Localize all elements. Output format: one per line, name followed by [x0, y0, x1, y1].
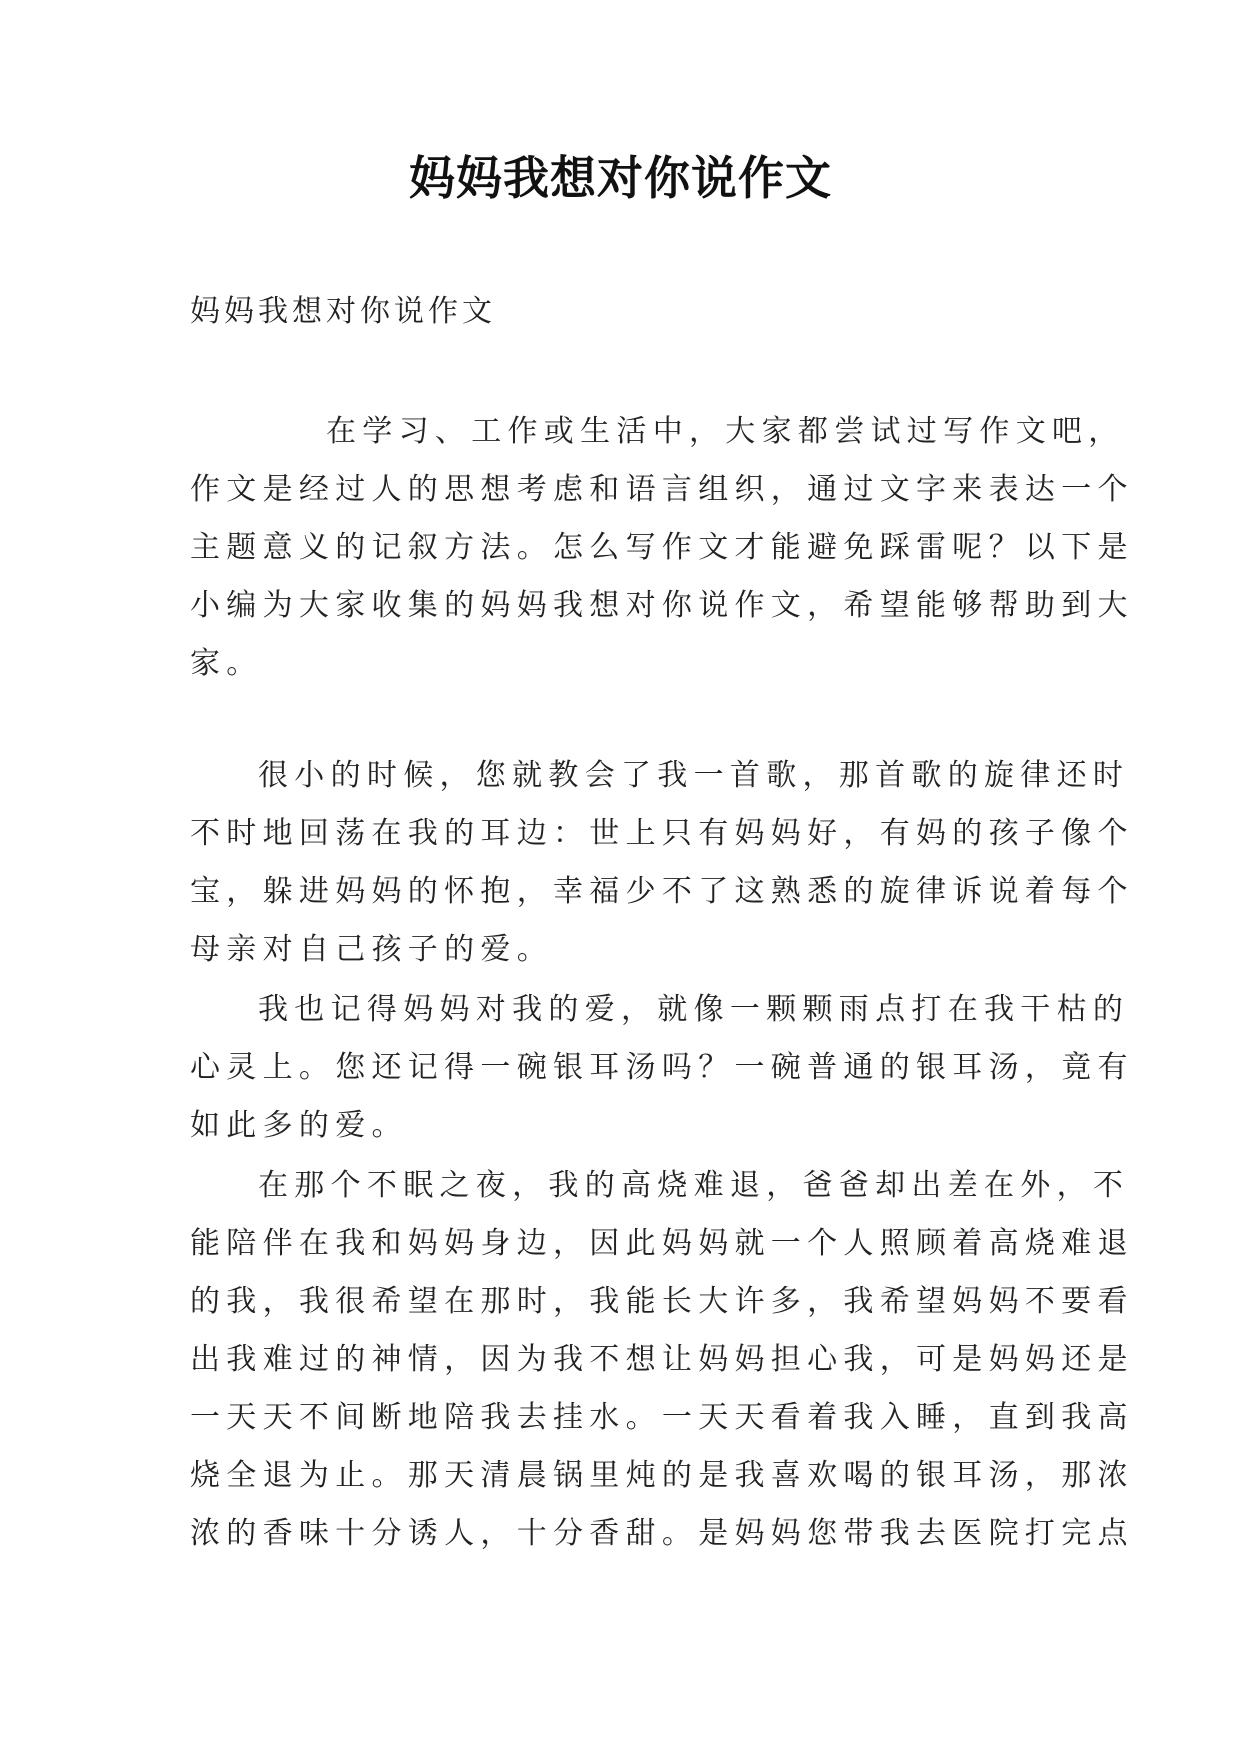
paragraph-line: 家。 [190, 646, 263, 681]
paragraph-line: 主题意义的记叙方法。怎么写作文才能避免踩雷呢？以下是 [190, 530, 1134, 565]
paragraph-line: 不时地回荡在我的耳边：世上只有妈妈好，有妈的孩子像个 [190, 816, 1134, 851]
document-title: 妈妈我想对你说作文 [409, 151, 832, 205]
paragraph-line: 作文是经过人的思想考虑和语言组织，通过文字来表达一个 [190, 472, 1134, 507]
intro-paragraph [190, 403, 1134, 693]
paragraph-line: 烧全退为止。那天清晨锅里炖的是我喜欢喝的银耳汤，那浓 [190, 1458, 1134, 1493]
paragraph-line: 浓的香味十分诱人，十分香甜。是妈妈您带我去医院打完点 [190, 1516, 1134, 1551]
body-paragraph-3 [190, 1157, 1134, 1563]
paragraph-line: 我也记得妈妈对我的爱，就像一颗颗雨点打在我干枯的 [258, 992, 1130, 1027]
paragraph-line: 的我，我很希望在那时，我能长大许多，我希望妈妈不要看 [190, 1284, 1134, 1319]
paragraph-line: 很小的时候，您就教会了我一首歌，那首歌的旋律还时 [258, 758, 1130, 793]
paragraph-line: 如此多的爱。 [190, 1108, 408, 1143]
paragraph-line: 母亲对自己孩子的爱。 [190, 932, 553, 967]
paragraph-line: 能陪伴在我和妈妈身边，因此妈妈就一个人照顾着高烧难退 [190, 1226, 1134, 1261]
paragraph-line: 宝，躲进妈妈的怀抱，幸福少不了这熟悉的旋律诉说着每个 [190, 874, 1134, 909]
paragraph-line: 出我难过的神情，因为我不想让妈妈担心我，可是妈妈还是 [190, 1342, 1134, 1377]
document-subtitle: 妈妈我想对你说作文 [190, 294, 496, 329]
paragraph-line: 在学习、工作或生活中，大家都尝试过写作文吧， [326, 414, 1125, 449]
paragraph-line: 在那个不眠之夜，我的高烧难退，爸爸却出差在外，不 [258, 1168, 1130, 1203]
body-paragraph-1 [190, 747, 1134, 979]
paragraph-line: 一天天不间断地陪我去挂水。一天天看着我入睡，直到我高 [190, 1400, 1134, 1435]
paragraph-line: 小编为大家收集的妈妈我想对你说作文，希望能够帮助到大 [190, 588, 1134, 623]
body-paragraph-2 [190, 981, 1134, 1155]
paragraph-line: 心灵上。您还记得一碗银耳汤吗？一碗普通的银耳汤，竟有 [190, 1050, 1134, 1085]
